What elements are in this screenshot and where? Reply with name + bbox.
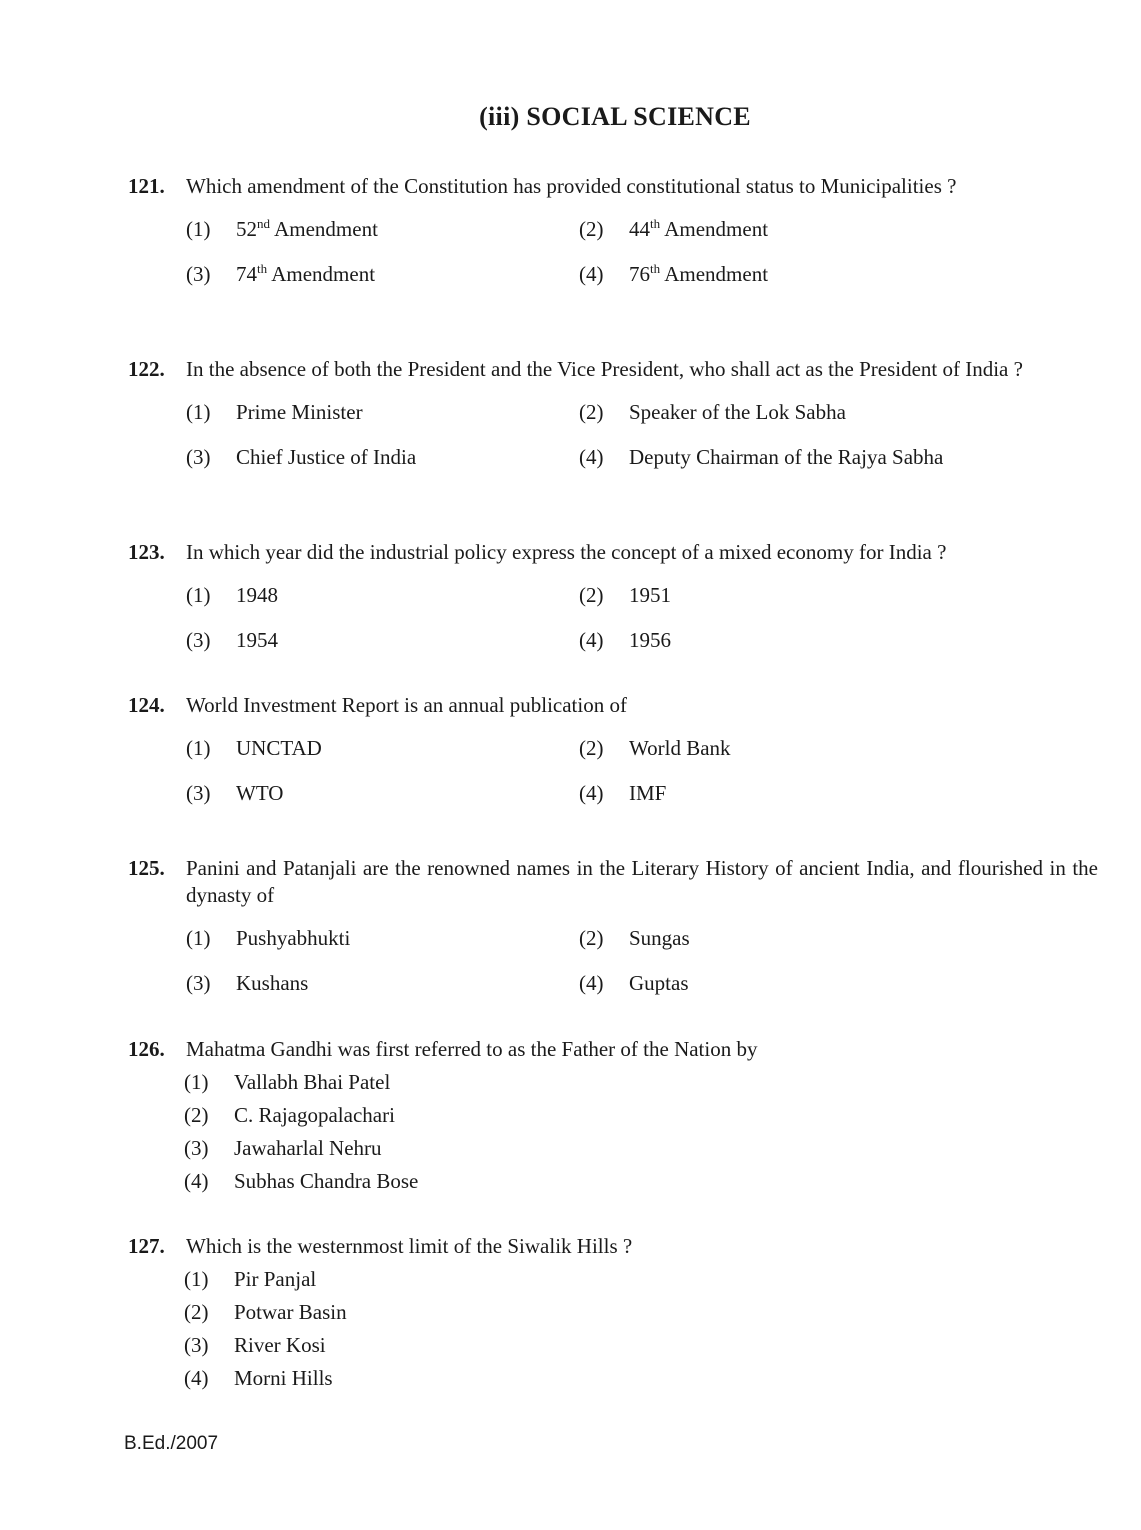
ordinal-suffix: th (650, 216, 661, 231)
option-text (629, 261, 768, 288)
option-text: Subhas Chandra Bose (234, 1169, 419, 1193)
option-text: C. Rajagopalachari (234, 1103, 395, 1127)
option-3 (184, 1332, 577, 1359)
option-2 (184, 1299, 577, 1326)
option-1 (186, 399, 579, 426)
option-4 (184, 1365, 577, 1392)
option-text: UNCTAD (236, 736, 322, 760)
option-text: River Kosi (234, 1333, 326, 1357)
question-124 (128, 692, 1098, 807)
option-text: Pir Panjal (234, 1267, 317, 1291)
option-number: (1) (186, 926, 211, 950)
option-number: (2) (579, 217, 604, 241)
question-number: 125. (128, 856, 165, 880)
option-1 (186, 735, 579, 762)
section-title: (iii) SOCIAL SCIENCE (479, 102, 751, 131)
ordinal-number: 52 (236, 217, 257, 241)
question-text: Which is the westernmost limit of the Siwalik Hills ? (186, 1234, 633, 1258)
option-text: Jawaharlal Nehru (234, 1136, 382, 1160)
option-4 (184, 1168, 577, 1195)
option-number: (4) (579, 971, 604, 995)
question-text: Which amendment of the Constitution has provided constitutional status to Municipalities ? (186, 174, 957, 198)
option-text: IMF (629, 781, 667, 805)
option-text: 1954 (236, 628, 278, 652)
ordinal-number: 44 (629, 217, 650, 241)
option-4 (579, 261, 972, 288)
question-text: Mahatma Gandhi was first referred to as the Father of the Nation by (186, 1037, 758, 1061)
question-text: Panini and Patanjali are the renowned names in the Literary History of ancient India, and flourished in the dynasty of (186, 856, 1098, 907)
option-3 (186, 627, 579, 654)
option-number: (4) (579, 628, 604, 652)
option-number: (2) (579, 400, 604, 424)
question-text: World Investment Report is an annual publication of (186, 693, 627, 717)
option-number: (1) (186, 736, 211, 760)
question-125 (128, 855, 1098, 997)
option-4 (579, 627, 972, 654)
options (186, 735, 1098, 807)
option-text: Deputy Chairman of the Rajya Sabha (629, 445, 944, 469)
page-footer: B.Ed./2007 (124, 1433, 219, 1454)
option-4 (579, 970, 972, 997)
option-4 (579, 444, 972, 471)
option-text (629, 216, 768, 243)
option-text: Pushyabhukti (236, 926, 351, 950)
option-rest: Amendment (660, 217, 769, 241)
question-number: 124. (128, 693, 165, 717)
option-number: (2) (184, 1103, 209, 1127)
option-text: Kushans (236, 971, 309, 995)
option-1 (186, 216, 579, 243)
option-text: Speaker of the Lok Sabha (629, 400, 846, 424)
option-number: (4) (579, 262, 604, 286)
ordinal-number: 74 (236, 262, 257, 286)
ordinal-suffix: nd (257, 216, 270, 231)
option-number: (3) (186, 628, 211, 652)
options (186, 925, 1098, 997)
option-4 (579, 780, 972, 807)
option-text (236, 216, 378, 243)
question-number: 122. (128, 357, 165, 381)
option-number: (3) (186, 781, 211, 805)
option-number: (4) (579, 445, 604, 469)
option-number: (4) (184, 1169, 209, 1193)
option-3 (186, 261, 579, 288)
option-3 (186, 444, 579, 471)
option-2 (579, 399, 972, 426)
option-number: (1) (186, 400, 211, 424)
option-number: (4) (184, 1366, 209, 1390)
option-rest: Amendment (660, 262, 769, 286)
option-1 (184, 1266, 577, 1293)
option-number: (2) (579, 926, 604, 950)
option-number: (3) (184, 1333, 209, 1357)
option-rest: Amendment (270, 217, 378, 241)
question-122 (128, 356, 1098, 471)
options (184, 1069, 1098, 1195)
question-number: 123. (128, 540, 165, 564)
option-text (236, 261, 375, 288)
option-2 (579, 582, 972, 609)
option-text: Sungas (629, 926, 690, 950)
question-number: 121. (128, 174, 165, 198)
option-3 (184, 1135, 577, 1162)
option-number: (3) (186, 971, 211, 995)
options (186, 399, 1098, 471)
question-121 (128, 173, 1098, 288)
question-127 (128, 1233, 1098, 1392)
option-text: 1948 (236, 583, 278, 607)
option-number: (2) (579, 736, 604, 760)
option-text: Morni Hills (234, 1366, 333, 1390)
option-1 (186, 925, 579, 952)
option-text: Prime Minister (236, 400, 363, 424)
question-number: 126. (128, 1037, 165, 1061)
option-number: (1) (184, 1267, 209, 1291)
options (186, 582, 1098, 654)
option-1 (184, 1069, 577, 1096)
question-number: 127. (128, 1234, 165, 1258)
option-number: (3) (186, 445, 211, 469)
option-text: Guptas (629, 971, 689, 995)
options (184, 1266, 1098, 1392)
option-number: (1) (184, 1070, 209, 1094)
option-text: 1951 (629, 583, 671, 607)
option-number: (1) (186, 583, 211, 607)
ordinal-suffix: th (257, 261, 268, 276)
option-text: Vallabh Bhai Patel (234, 1070, 391, 1094)
option-number: (4) (579, 781, 604, 805)
ordinal-suffix: th (650, 261, 661, 276)
option-3 (186, 780, 579, 807)
option-number: (3) (184, 1136, 209, 1160)
option-3 (186, 970, 579, 997)
option-rest: Amendment (267, 262, 376, 286)
option-number: (2) (184, 1300, 209, 1324)
option-text: Chief Justice of India (236, 445, 417, 469)
question-126 (128, 1036, 1098, 1195)
option-2 (184, 1102, 577, 1129)
option-2 (579, 216, 972, 243)
options (186, 216, 1098, 288)
option-2 (579, 925, 972, 952)
question-text: In which year did the industrial policy express the concept of a mixed economy for India ? (186, 540, 947, 564)
option-number: (2) (579, 583, 604, 607)
question-123 (128, 539, 1098, 654)
option-number: (3) (186, 262, 211, 286)
ordinal-number: 76 (629, 262, 650, 286)
option-number: (1) (186, 217, 211, 241)
option-text: Potwar Basin (234, 1300, 347, 1324)
option-text: 1956 (629, 628, 671, 652)
option-text: WTO (236, 781, 284, 805)
question-text: In the absence of both the President and the Vice President, who shall act as the President of India ? (186, 357, 1023, 381)
option-1 (186, 582, 579, 609)
option-text: World Bank (629, 736, 731, 760)
option-2 (579, 735, 972, 762)
